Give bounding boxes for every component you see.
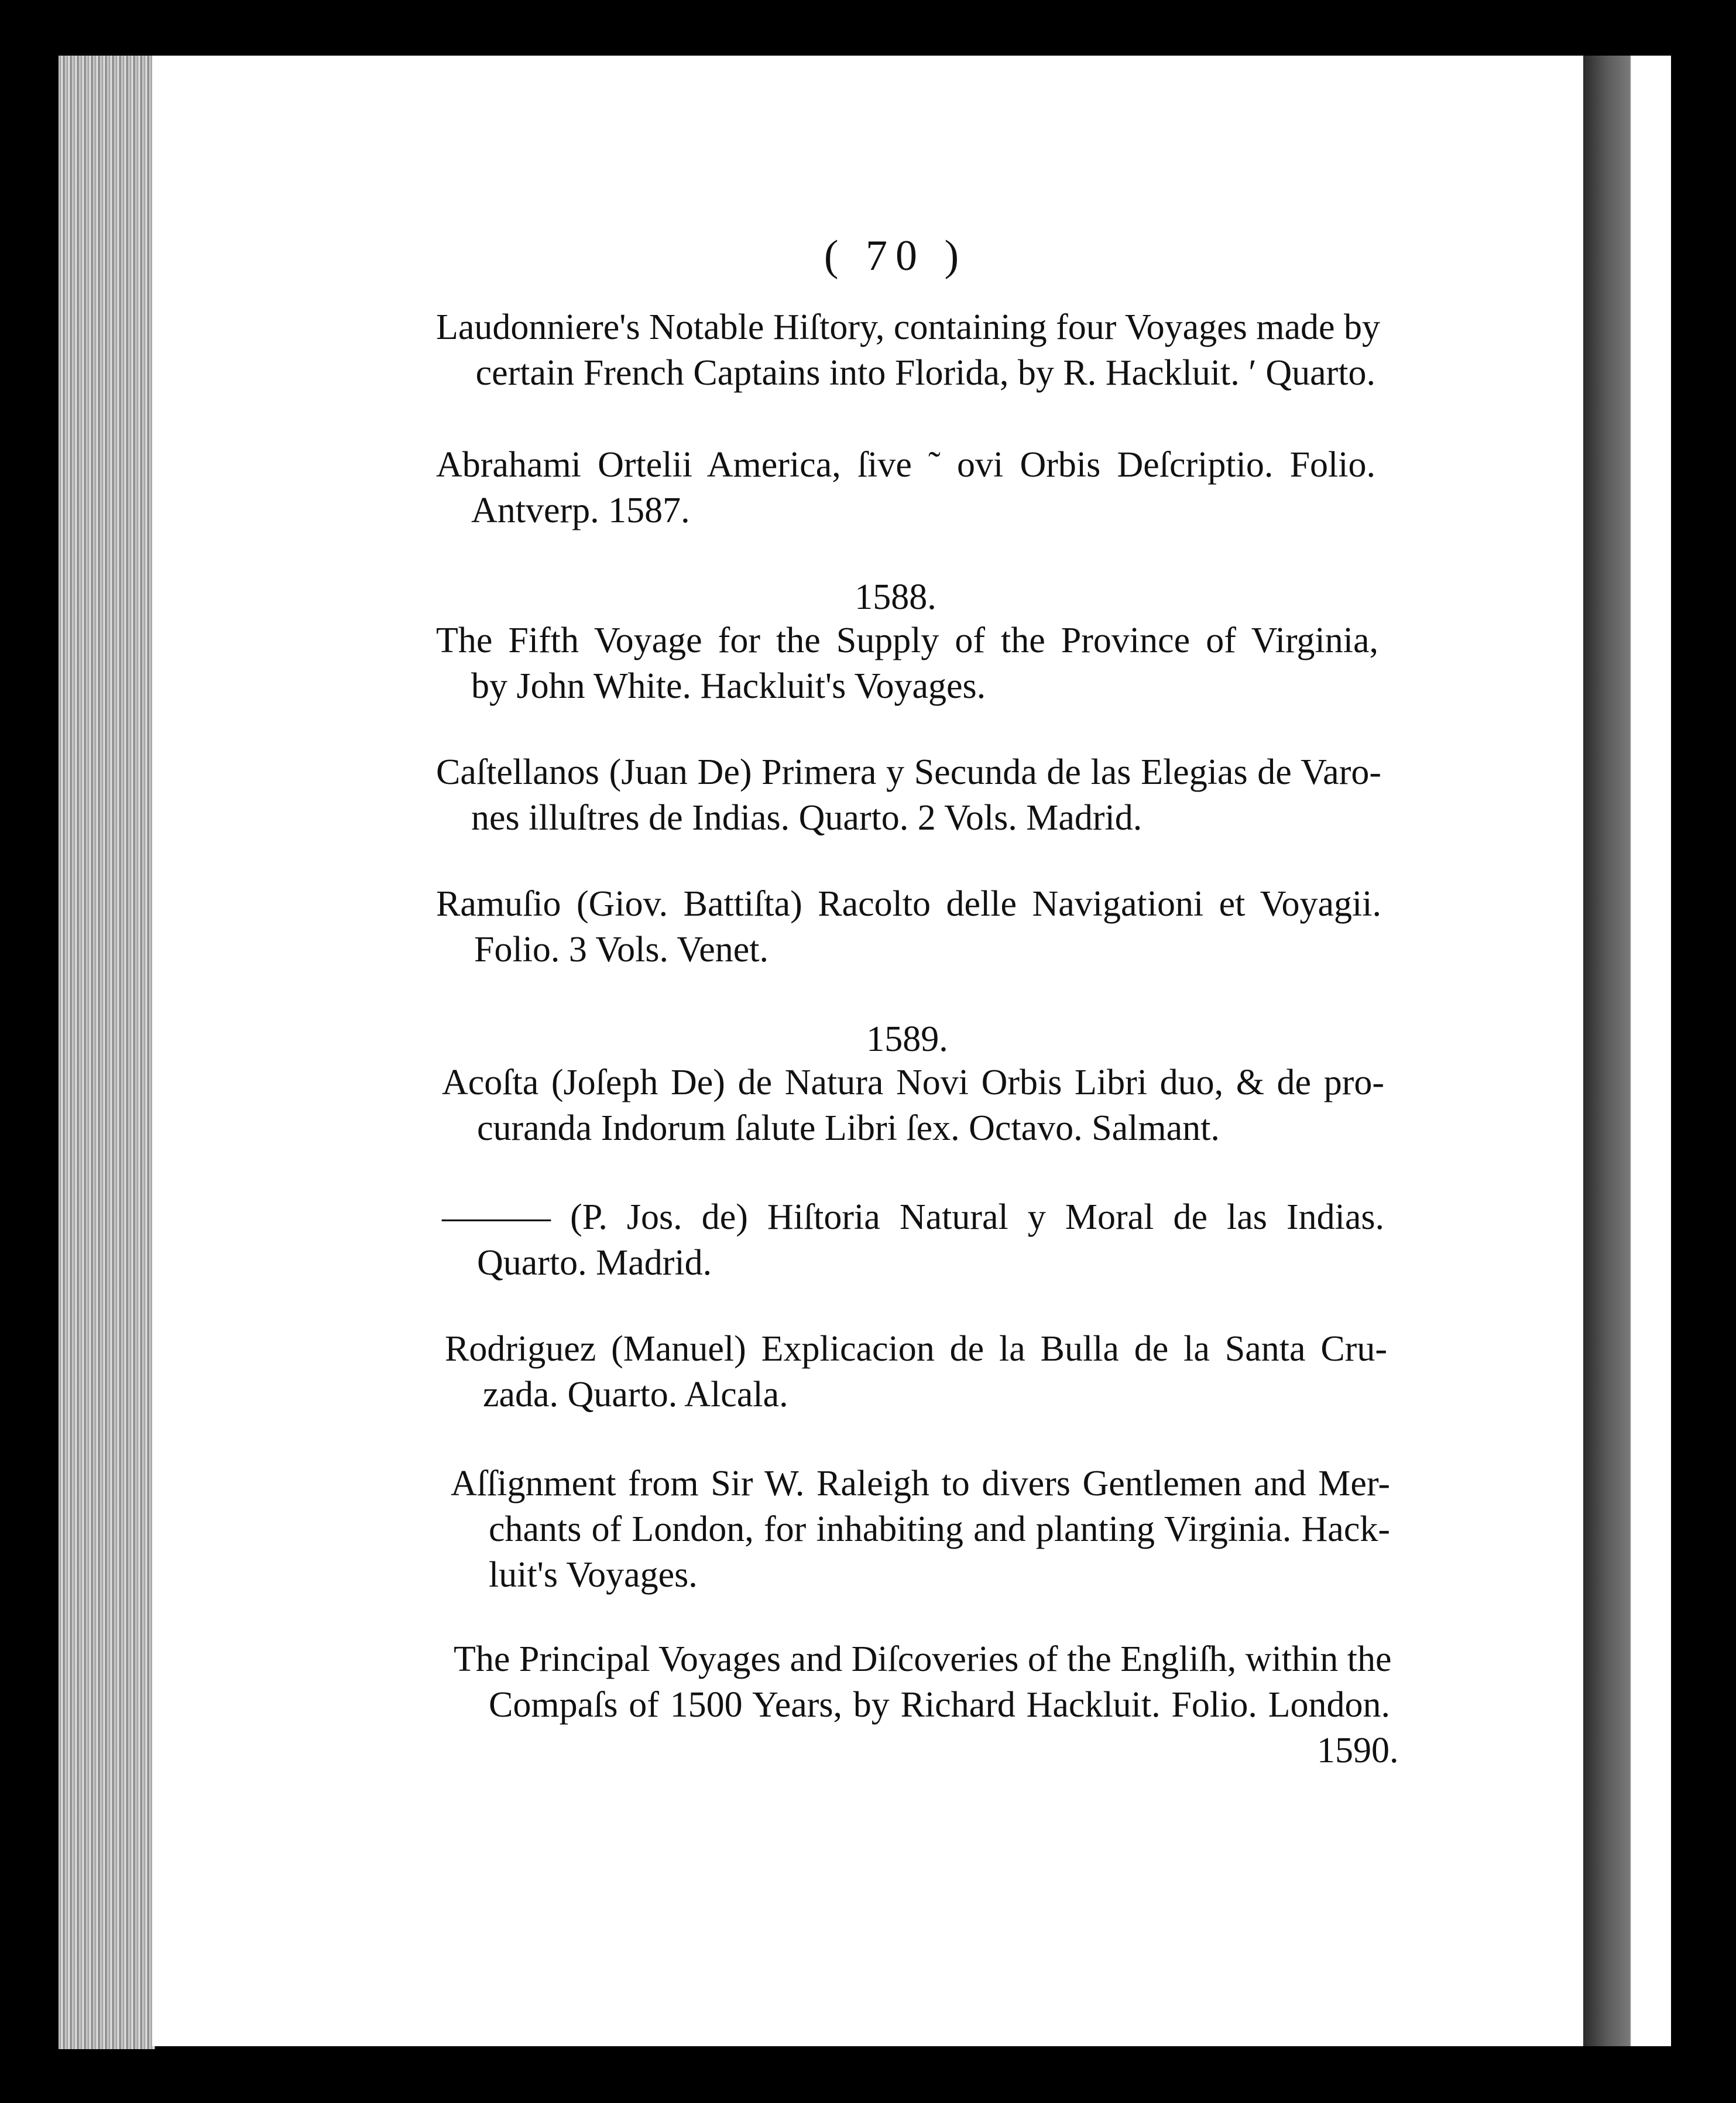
entry-line: luit's Voyages. [489,1555,698,1595]
entry-line: Caſtellanos (Juan De) Primera y Secunda de las Elegias de Varo- [436,752,1381,792]
entry-line: certain French Captains into Florida, by R. Hackluit. ʹ Quarto. [475,353,1375,393]
bibliography-entry [436,304,1381,396]
entry-line: ——— (P. Jos. de) Hiſtoria Natural y Moral de las Indias. [442,1197,1384,1237]
year-heading: 1589. [866,1019,948,1059]
entry-line: Quarto. Madrid. [477,1243,712,1283]
bibliography-entry [436,618,1378,709]
page-number: ( 70 ) [824,232,968,280]
year-heading: 1588. [855,577,936,617]
entry-line: zada. Quarto. Alcala. [483,1375,788,1414]
facing-page-edge [1583,56,1671,2046]
bibliography-entry [445,1326,1387,1417]
entry-line: Laudonniere's Notable Hiſtory, containing four Voyages made by [436,307,1381,347]
entry-line: Folio. 3 Vols. Venet. [474,930,768,970]
entry-line: Compaſs of 1500 Years, by Richard Hackluit. Folio. London. [489,1685,1390,1725]
bibliography-entry [454,1636,1390,1728]
entry-line: The Fifth Voyage for the Supply of the Province of Virginia, [436,621,1378,660]
bibliography-entry [442,1060,1384,1151]
catchword: 1590. [1317,1731,1399,1770]
bibliography-entry [436,442,1375,533]
entry-line: by John White. Hackluit's Voyages. [471,666,986,706]
bibliography-entry [442,1194,1384,1286]
entry-line: nes illuſtres de Indias. Quarto. 2 Vols. Madrid. [471,798,1143,838]
entry-line: curanda Indorum ſalute Libri ſex. Octavo. Salmant. [477,1108,1220,1148]
book-page-edges [59,56,155,2049]
entry-line: Abrahami Ortelii America, ſive ˜ ovi Orbis Deſcriptio. Folio. [436,445,1375,485]
bibliography-entry [436,881,1381,972]
entry-line: Rodriguez (Manuel) Explicacion de la Bulla de la Santa Cru- [445,1329,1387,1369]
entry-line: The Principal Voyages and Diſcoveries of the Engliſh, within the [454,1639,1392,1679]
entry-line: Ramuſio (Giov. Battiſta) Racolto delle Navigationi et Voyagii. [436,884,1381,924]
entry-line: Aſſignment from Sir W. Raleigh to divers Gentlemen and Mer- [451,1464,1390,1503]
entry-line: Antverp. 1587. [471,491,690,530]
entry-line: chants of London, for inhabiting and planting Virginia. Hack- [489,1509,1390,1549]
bibliography-entry [451,1461,1390,1598]
bibliography-entry [436,749,1381,841]
entry-line: Acoſta (Joſeph De) de Natura Novi Orbis Libri duo, & de pro- [442,1063,1384,1102]
